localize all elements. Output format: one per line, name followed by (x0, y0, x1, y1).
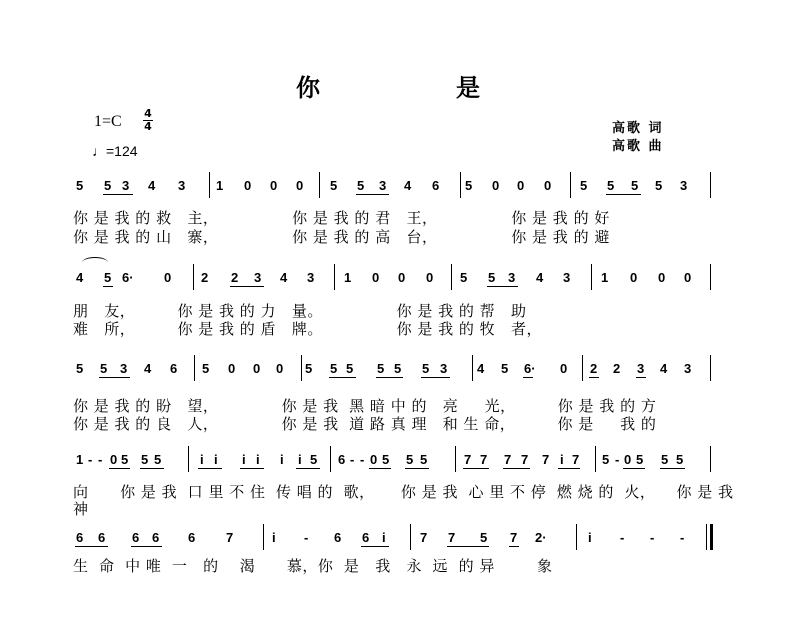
note: i (382, 530, 386, 545)
note: 6 (76, 530, 84, 545)
note: 1 (216, 178, 224, 193)
note: 5 (480, 530, 488, 545)
note: 5 (631, 178, 639, 193)
note: 4 (280, 270, 288, 285)
note: 5 (661, 452, 669, 467)
note: 2 (201, 270, 209, 285)
note: 2 (231, 270, 239, 285)
note: 0 (684, 270, 692, 285)
note: 5 (602, 452, 610, 467)
note: 5 (676, 452, 684, 467)
note: 5 (310, 452, 318, 467)
note: 3 (637, 361, 645, 376)
note: 3 (379, 178, 387, 193)
note: 6 (170, 361, 178, 376)
note: 0 (624, 452, 632, 467)
composer-credit: 高歌 曲 (612, 139, 664, 154)
note: 4 (144, 361, 152, 376)
note: i (298, 452, 302, 467)
note: 0 (370, 452, 378, 467)
note: 5 (607, 178, 615, 193)
note: - (615, 452, 620, 467)
title-part-2: 是 (456, 74, 480, 102)
music-line-1 (76, 172, 716, 200)
note: i (588, 530, 592, 545)
note: - (680, 530, 685, 545)
music-line-5 (76, 524, 716, 552)
note: 7 (510, 530, 518, 545)
note: 5 (330, 361, 338, 376)
note: 0 (658, 270, 666, 285)
note: 7 (448, 530, 456, 545)
music-line-2 (76, 264, 716, 292)
note: 6· (122, 270, 134, 285)
note: - (650, 530, 655, 545)
music-line-3 (76, 355, 716, 383)
note: 7 (420, 530, 428, 545)
note: 4 (76, 270, 84, 285)
tempo-marking: ♩=124 (92, 143, 138, 159)
note: 4 (404, 178, 412, 193)
key-signature: 1=C (94, 113, 122, 130)
note: - (360, 452, 365, 467)
note: 5 (76, 361, 84, 376)
note: 5 (76, 178, 84, 193)
note: 0 (560, 361, 568, 376)
note: 7 (480, 452, 488, 467)
note: i (272, 530, 276, 545)
note: 0 (228, 361, 236, 376)
note: 5 (104, 270, 112, 285)
note: - (304, 530, 309, 545)
note: 3 (307, 270, 315, 285)
note: 7 (521, 452, 529, 467)
note: 5 (655, 178, 663, 193)
note: 6 (188, 530, 196, 545)
note: 0 (372, 270, 380, 285)
note: 3 (120, 361, 128, 376)
note: 4 (148, 178, 156, 193)
lyric-line-4a: 向 你 是 我 口 里 不 住 传 唱 的 歌， 你 是 我 心 里 不 停 燃 烧 的 火， 你 是 我 (73, 483, 734, 501)
note: 3 (684, 361, 692, 376)
note: 6 (432, 178, 440, 193)
note: 5 (580, 178, 588, 193)
note: 0 (426, 270, 434, 285)
title-part-1: 你 (296, 74, 320, 102)
note: - (98, 452, 103, 467)
note: i (200, 452, 204, 467)
note: 1 (601, 270, 609, 285)
note: 5 (121, 452, 129, 467)
note: 0 (164, 270, 172, 285)
note: 0 (276, 361, 284, 376)
note: 5 (141, 452, 149, 467)
note: 3 (254, 270, 262, 285)
note: 5 (422, 361, 430, 376)
note: 5 (420, 452, 428, 467)
time-signature-top: 4 (144, 107, 152, 120)
note: 6· (524, 361, 536, 376)
note: 6 (152, 530, 160, 545)
note: 6 (338, 452, 346, 467)
note: 6 (334, 530, 342, 545)
time-signature-bottom: 4 (144, 120, 152, 133)
note: 0 (270, 178, 278, 193)
note: 5 (305, 361, 313, 376)
note: 0 (517, 178, 525, 193)
note: 0 (492, 178, 500, 193)
note: 5 (460, 270, 468, 285)
note: 7 (464, 452, 472, 467)
note: 3 (508, 270, 516, 285)
note: i (560, 452, 564, 467)
note: 5 (202, 361, 210, 376)
note: 5 (377, 361, 385, 376)
note: 5 (346, 361, 354, 376)
note: i (242, 452, 246, 467)
lyric-line-3a: 你 是 我 的 盼 望， 你 是 我 黑 暗 中 的 亮 光， 你 是 我 的 方 (73, 397, 657, 415)
lyric-line-4b: 神 (73, 500, 89, 518)
note: 0 (110, 452, 118, 467)
note: 5 (406, 452, 414, 467)
note: 3 (563, 270, 571, 285)
note: 3 (122, 178, 130, 193)
lyricist-credit: 高歌 词 (612, 121, 664, 136)
note: 0 (253, 361, 261, 376)
note: 5 (104, 178, 112, 193)
note: i (280, 452, 284, 467)
note: 2 (590, 361, 598, 376)
note: 4 (477, 361, 485, 376)
note: 2 (613, 361, 621, 376)
note: 5 (488, 270, 496, 285)
lyric-line-1b: 你 是 我 的 山 寨， 你 是 我 的 高 台， 你 是 我 的 避 (73, 228, 610, 246)
note: 0 (630, 270, 638, 285)
note: - (88, 452, 93, 467)
note: 6 (98, 530, 106, 545)
note: 5 (154, 452, 162, 467)
note: 2· (535, 530, 547, 545)
note: 3 (178, 178, 186, 193)
note: 3 (680, 178, 688, 193)
music-line-4 (76, 446, 716, 474)
note: 3 (440, 361, 448, 376)
note: i (256, 452, 260, 467)
note: i (214, 452, 218, 467)
note: 5 (394, 361, 402, 376)
note: 5 (465, 178, 473, 193)
lyric-line-5a: 生 命 中 唯 一 的 渴 慕，你 是 我 永 远 的 异 象 (73, 557, 553, 575)
note: 4 (660, 361, 668, 376)
lyric-line-2a: 朋 友， 你 是 我 的 力 量。 你 是 我 的 帮 助 (73, 302, 527, 320)
note: 5 (636, 452, 644, 467)
note: - (620, 530, 625, 545)
note: 0 (244, 178, 252, 193)
note: 7 (542, 452, 550, 467)
note: 1 (76, 452, 84, 467)
note: - (350, 452, 355, 467)
lyric-line-1a: 你 是 我 的 救 主， 你 是 我 的 君 王， 你 是 我 的 好 (73, 209, 610, 227)
note: 7 (504, 452, 512, 467)
note: 5 (382, 452, 390, 467)
note: 5 (357, 178, 365, 193)
note: 4 (536, 270, 544, 285)
note: 0 (296, 178, 304, 193)
note: 0 (398, 270, 406, 285)
note: 5 (501, 361, 509, 376)
time-signature (143, 108, 153, 133)
note: 5 (330, 178, 338, 193)
lyric-line-2b: 难 所， 你 是 我 的 盾 牌。 你 是 我 的 牧 者， (73, 320, 542, 338)
note: 6 (362, 530, 370, 545)
note: 7 (226, 530, 234, 545)
note: 7 (572, 452, 580, 467)
note: 5 (100, 361, 108, 376)
lyric-line-3b: 你 是 我 的 良 人， 你 是 我 道 路 真 理 和 生 命， 你 是 我 的 (73, 415, 657, 433)
note: 1 (344, 270, 352, 285)
note: 0 (544, 178, 552, 193)
note: 6 (132, 530, 140, 545)
